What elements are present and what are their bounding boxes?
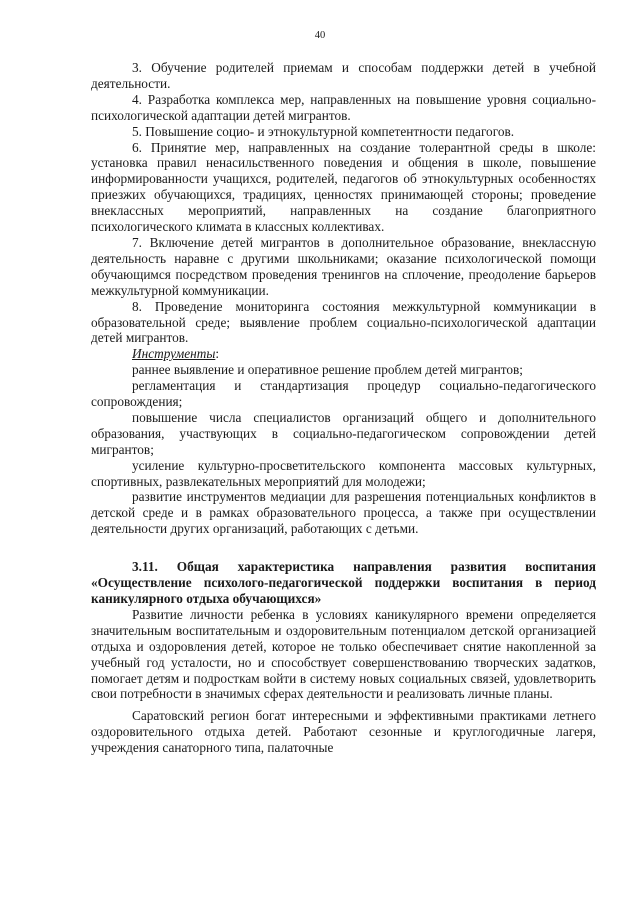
tools-heading: Инструменты: — [132, 346, 220, 362]
list-item: 4. Разработка комплекса мер, направленных на повышение уровня социально-психологической адаптации детей мигрантов. — [91, 91, 596, 123]
tool-item: регламентация и стандартизация процедур социально-педагогического сопровождения; — [91, 378, 596, 410]
section-heading: 3.11. Общая характеристика направления развития воспитания «Осуществление психолого-педагогической поддержки воспитания в период каникулярного отдыха обучающихся» — [91, 559, 596, 606]
list-item: 5. Повышение социо- и этнокультурной компетентности педагогов. — [132, 123, 515, 139]
tools-label: Инструменты — [132, 346, 216, 362]
list-item: 3. Обучение родителей приемам и способам поддержки детей в учебной деятельности. — [91, 60, 596, 91]
list-item: 7. Включение детей мигрантов в дополнительное образование, внеклассную деятельность наравне с другими школьниками; оказание психологической помощи обучающимся посредством проведения тренингов на сплочение, преодоление барьеров межкультурной коммуникации. — [91, 234, 596, 298]
tool-item: развитие инструментов медиации для разрешения потенциальных конфликтов в детской среде и в рамках образовательного процесса, а также при осуществлении деятельности других организаций, работающих с детьми. — [91, 489, 596, 537]
tool-item: повышение числа специалистов организаций общего и дополнительного образования, участвующих в социально-педагогическом сопровождении детей мигрантов; — [91, 409, 596, 457]
page-number: 40 — [314, 30, 326, 41]
document-body — [91, 60, 596, 756]
list-item: 6. Принятие мер, направленных на создание толерантной среды в школе: установка правил ненасильственного поведения и общения в школе, повышение информированности учащихся, родителей, педагогов об этнокультурных особенностях приезжих обучающихся, традициях, ценностях принимающей стороны; проведение внеклассных мероприятий, направленных на создание благоприятного психологического климата в классных коллективах. — [91, 139, 596, 235]
tool-item: усиление культурно-просветительского компонента массовых культурных, спортивных, развлекательных мероприятий для молодежи; — [91, 457, 596, 489]
paragraph: Развитие личности ребенка в условиях каникулярного времени определяется значительным воспитательным и оздоровительным потенциалом детской организацией отдыха и оздоровления детей, которое не только обеспечивает снятие накопленной за учебный год усталости, но и способствует совершенствованию творческих задатков, помогает детям и подросткам войти в систему новых социальных связей, удовлетворить свои потребности в значимых сферах деятельности и реализовать личные планы. — [91, 606, 596, 702]
list-item: 8. Проведение мониторинга состояния межкультурной коммуникации в образовательной среде; выявление проблем социально-психологической адаптации детей мигрантов. — [91, 298, 596, 346]
tool-item: раннее выявление и оперативное решение проблем детей мигрантов; — [132, 362, 524, 378]
paragraph: Саратовский регион богат интересными и эффективными практиками летнего оздоровительного отдыха детей. Работают сезонные и круглогодичные лагеря, учреждения санаторного типа, палаточные — [91, 708, 596, 756]
